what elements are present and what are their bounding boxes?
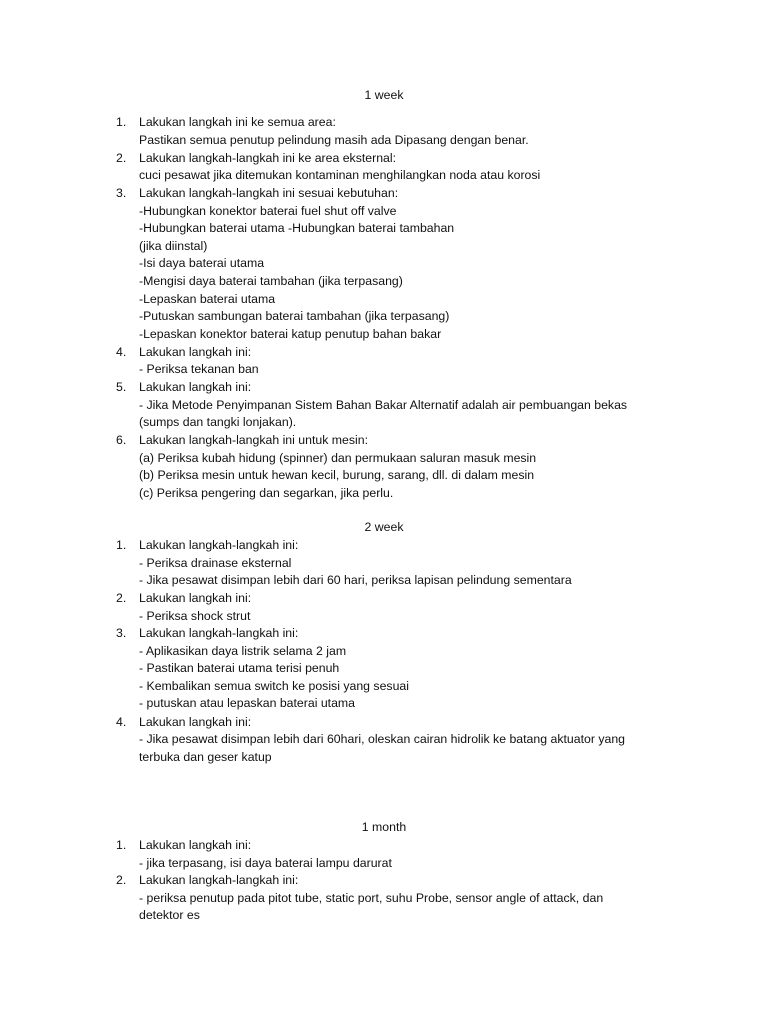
list-item-number: 2. [116, 873, 127, 887]
list-item-heading: Lakukan langkah-langkah ini: [139, 873, 299, 887]
list-item-heading: Lakukan langkah ini: [139, 380, 252, 394]
list-item-line: Pastikan semua penutup pelindung masih ada Dipasang dengan benar. [139, 132, 529, 147]
list-item-line: (jika diinstal) [139, 238, 208, 253]
list-item-heading: Lakukan langkah-langkah ini: [139, 626, 299, 640]
list-item-line: (c) Periksa pengering dan segarkan, jika perlu. [139, 485, 394, 500]
list-item-line: - Jika pesawat disimpan lebih dari 60 hari, periksa lapisan pelindung sementara [139, 573, 572, 588]
list-item-line: -Putuskan sambungan baterai tambahan (jika terpasang) [139, 309, 450, 324]
list-item-line: - Periksa drainase eksternal [139, 555, 292, 570]
list-item-line: (sumps dan tangki lonjakan). [139, 415, 297, 430]
list-item-number: 2. [116, 591, 127, 605]
list-item-line: - Kembalikan semua switch ke posisi yang sesuai [139, 678, 409, 693]
list-item-number: 2. [116, 150, 127, 165]
list-item-line: cuci pesawat jika ditemukan kontaminan menghilangkan noda atau korosi [139, 168, 541, 183]
list-item-number: 3. [116, 186, 127, 200]
list-item-line: -Mengisi daya baterai tambahan (jika terpasang) [139, 273, 403, 288]
list-item-line: -Hubungkan baterai utama -Hubungkan baterai tambahan [139, 221, 455, 236]
section-title: 1 week [364, 88, 404, 102]
list-item-line: -Lepaskan konektor baterai katup penutup bahan bakar [139, 326, 442, 341]
list-item-heading: Lakukan langkah-langkah ini: [139, 538, 299, 552]
list-item-line: - Pastikan baterai utama terisi penuh [139, 661, 340, 676]
list-item-line: detektor es [139, 908, 200, 923]
list-item-line: - Aplikasikan daya listrik selama 2 jam [139, 643, 347, 658]
list-item-number: 5. [116, 380, 127, 394]
list-item-line: - putuskan atau lepaskan baterai utama [139, 696, 356, 711]
list-item-number: 1. [116, 838, 127, 852]
list-item-line: - Periksa tekanan ban [139, 362, 259, 377]
list-item-number: 1. [116, 115, 127, 129]
list-item-heading: Lakukan langkah ini: [139, 838, 252, 852]
list-item-line: (a) Periksa kubah hidung (spinner) dan permukaan saluran masuk mesin [139, 450, 537, 465]
list-item-heading: Lakukan langkah-langkah ini untuk mesin: [139, 433, 369, 447]
list-item-number: 1. [116, 538, 127, 552]
list-item-heading: Lakukan langkah ini ke semua area: [139, 115, 336, 129]
list-item-heading: Lakukan langkah ini: [139, 591, 252, 605]
list-item-heading: Lakukan langkah ini: [139, 714, 252, 729]
list-item-line: - Jika pesawat disimpan lebih dari 60hari, oleskan cairan hidrolik ke batang aktuator yang [139, 732, 626, 747]
list-item-number: 6. [116, 433, 127, 447]
list-item-heading: Lakukan langkah-langkah ini sesuai kebutuhan: [139, 186, 399, 200]
list-item-line: - jika terpasang, isi daya baterai lampu darurat [139, 855, 392, 870]
list-item-number: 4. [116, 344, 127, 359]
list-item-line: (b) Periksa mesin untuk hewan kecil, burung, sarang, dll. di dalam mesin [139, 468, 535, 483]
list-item-line: - Periksa shock strut [139, 608, 251, 623]
list-item-line: -Hubungkan konektor baterai fuel shut off valve [139, 203, 397, 218]
list-item-heading: Lakukan langkah-langkah ini ke area eksternal: [139, 150, 397, 165]
list-item-heading: Lakukan langkah ini: [139, 344, 252, 359]
section-title: 1 month [361, 820, 407, 834]
list-item-number: 4. [116, 714, 127, 729]
list-item-line: -Lepaskan baterai utama [139, 291, 276, 306]
list-item-line: -Isi daya baterai utama [139, 256, 265, 271]
list-item-number: 3. [116, 626, 127, 640]
list-item-line: - periksa penutup pada pitot tube, static port, suhu Probe, sensor angle of attack, dan [139, 890, 604, 905]
section-title: 2 week [364, 520, 404, 534]
list-item-line: terbuka dan geser katup [139, 749, 272, 764]
list-item-line: - Jika Metode Penyimpanan Sistem Bahan Bakar Alternatif adalah air pembuangan bekas [139, 397, 628, 412]
